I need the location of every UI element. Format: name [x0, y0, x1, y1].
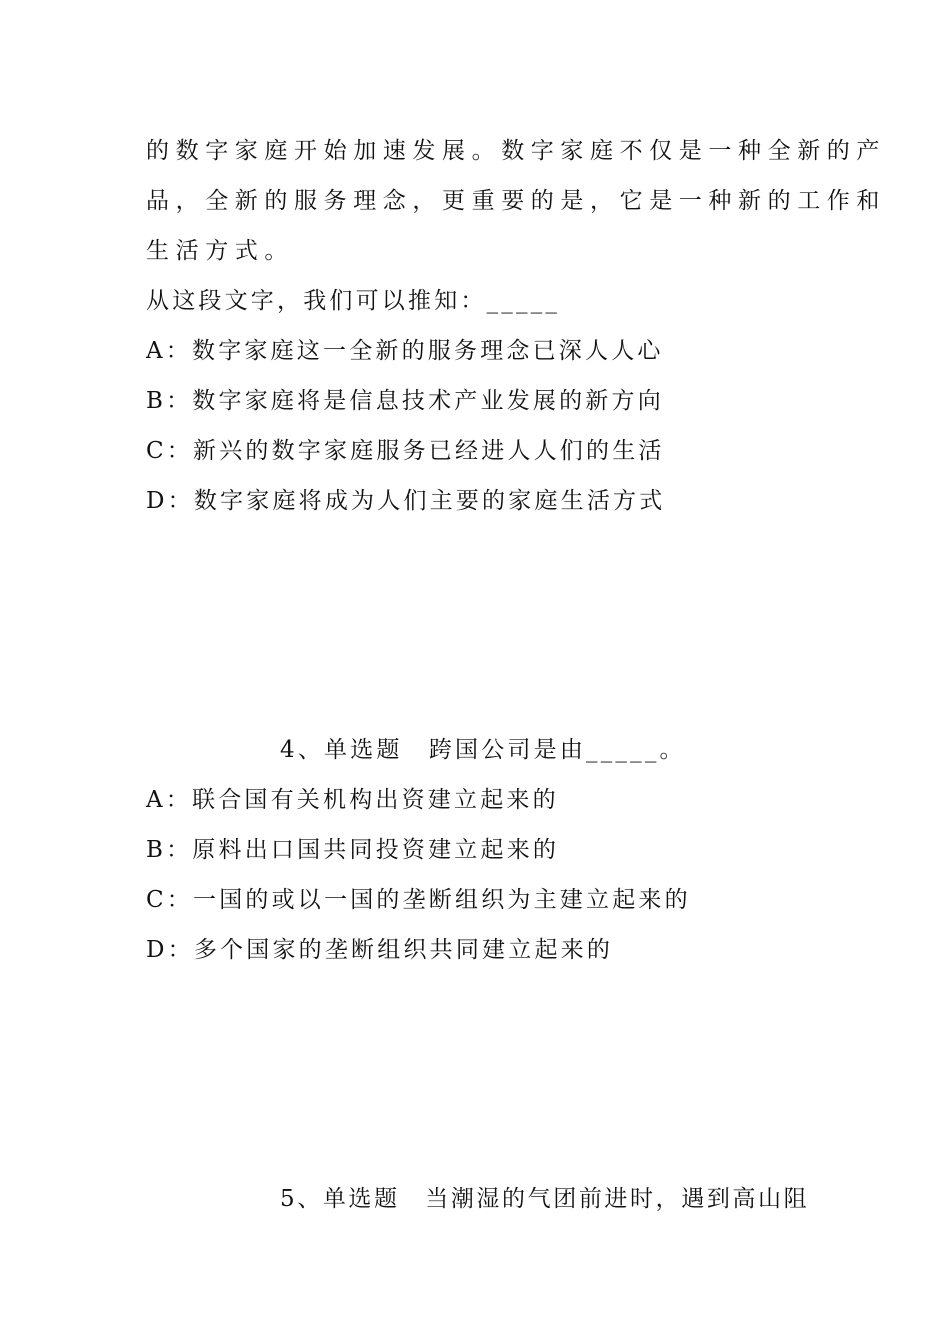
- question-prompt: 从这段文字，我们可以推知：_____: [146, 288, 561, 314]
- passage-line-3: 生活方式。: [146, 238, 294, 264]
- option-c: C：一国的或以一国的垄断组织为主建立起来的: [146, 887, 691, 913]
- option-c: C：新兴的数字家庭服务已经进人人们的生活: [146, 438, 665, 464]
- option-b: B：数字家庭将是信息技术产业发展的新方向: [146, 388, 664, 414]
- question-5-header: 5、单选题 当潮湿的气团前进时，遇到高山阻: [280, 1186, 810, 1212]
- passage-line-2: 品，全新的服务理念，更重要的是，它是一种新的工作和: [146, 188, 886, 214]
- option-d: D：数字家庭将成为人们主要的家庭生活方式: [146, 488, 666, 514]
- option-b: B：原料出口国共同投资建立起来的: [146, 837, 560, 863]
- passage-line-1: 的数字家庭开始加速发展。数字家庭不仅是一种全新的产: [146, 138, 886, 164]
- option-d: D：多个国家的垄断组织共同建立起来的: [146, 937, 614, 963]
- option-a: A：数字家庭这一全新的服务理念已深人人心: [146, 338, 664, 364]
- option-a: A：联合国有关机构出资建立起来的: [146, 787, 559, 813]
- question-4-header: 4、单选题 跨国公司是由_____。: [280, 737, 686, 763]
